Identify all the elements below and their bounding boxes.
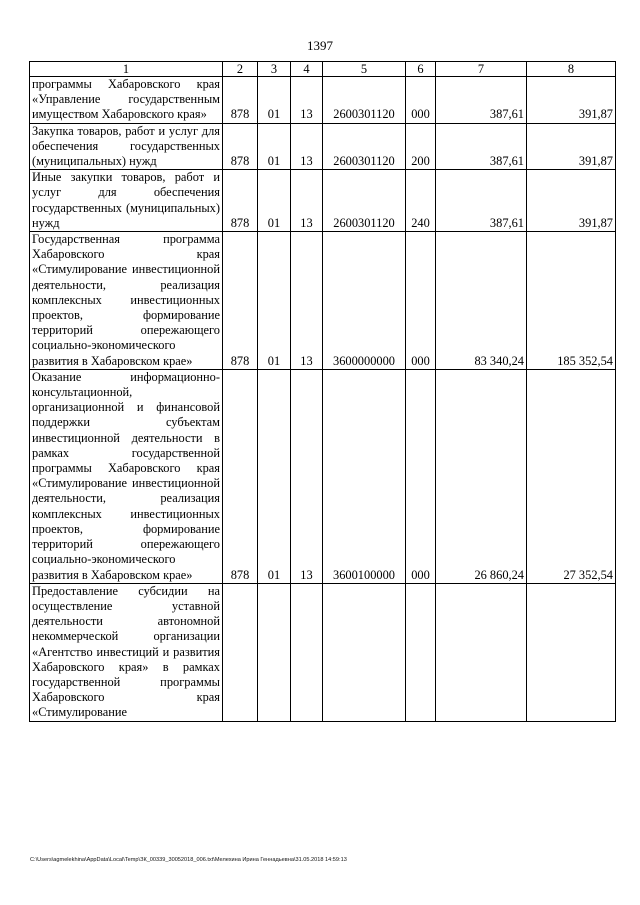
amount-year1-cell: 83 340,24 [436,232,527,370]
target-article-cell: 2600301120 [323,77,406,124]
section-code-cell: 01 [258,77,291,124]
row-name-cell: Государственная программа Хабаровского края «Стимулирование инвестиционной деятельности, реализация комплексных инвестиционных проектов, формирование территорий опережающего социально-экономического развития в Хабаровском крае» [30,232,223,370]
ministry-code-cell: 878 [223,170,258,232]
amount-year1-cell: 387,61 [436,123,527,170]
amount-year2-cell: 391,87 [527,123,616,170]
amount-year1-cell: 387,61 [436,77,527,124]
row-name-cell: программы Хабаровского края «Управление государственным имуществом Хабаровского края» [30,77,223,124]
target-article-cell [323,583,406,721]
table-row [30,123,616,170]
header-col-4: 4 [291,62,323,77]
target-article-cell: 3600000000 [323,232,406,370]
expense-type-cell: 200 [406,123,436,170]
amount-year2-cell: 185 352,54 [527,232,616,370]
header-col-5: 5 [323,62,406,77]
expense-type-cell: 240 [406,170,436,232]
header-col-6: 6 [406,62,436,77]
table-row [30,77,616,124]
ministry-code-cell: 878 [223,123,258,170]
header-col-1: 1 [30,62,223,77]
ministry-code-cell: 878 [223,232,258,370]
expense-type-cell: 000 [406,232,436,370]
table-row [30,170,616,232]
table-row [30,583,616,721]
row-name-cell: Иные закупки товаров, работ и услуг для обеспечения государственных (муниципальных) нужд [30,170,223,232]
target-article-cell: 2600301120 [323,170,406,232]
ministry-code-cell: 878 [223,369,258,583]
row-name-cell: Закупка товаров, работ и услуг для обеспечения государственных (муниципальных) нужд [30,123,223,170]
subsection-code-cell: 13 [291,123,323,170]
amount-year1-cell [436,583,527,721]
amount-year2-cell: 391,87 [527,170,616,232]
header-col-7: 7 [436,62,527,77]
header-col-3: 3 [258,62,291,77]
row-name-cell: Оказание информационно-консультационной, организационной и финансовой поддержки субъектам инвестиционной деятельности в рамках государственной программы Хабаровского края «Стимулирование инвестиционной деятельности, реализация комплексных инвестиционных проектов, формирование территорий опережающего социально-экономического развития в Хабаровском крае» [30,369,223,583]
section-code-cell: 01 [258,369,291,583]
amount-year1-cell: 26 860,24 [436,369,527,583]
table-row [30,369,616,583]
section-code-cell: 01 [258,123,291,170]
amount-year1-cell: 387,61 [436,170,527,232]
row-name-cell: Предоставление субсидии на осуществление уставной деятельности автономной некоммерческой организации «Агентство инвестиций и развития Хабаровского края» в рамках государственной программы Хабаровского края «Стимулирование [30,583,223,721]
subsection-code-cell: 13 [291,232,323,370]
table-header-row [30,62,616,77]
page-number: 1397 [307,38,333,53]
amount-year2-cell [527,583,616,721]
expense-type-cell [406,583,436,721]
ministry-code-cell: 878 [223,77,258,124]
section-code-cell [258,583,291,721]
expense-type-cell: 000 [406,77,436,124]
subsection-code-cell: 13 [291,170,323,232]
file-path-footer: C:\Users\agmelekhina\AppData\Local\Temp\ЗК_00339_30052018_006.txt\Мелехина Ирина Геннадьевна\31.05.2018 14:59:13 [30,857,347,863]
header-col-2: 2 [223,62,258,77]
table-row [30,232,616,370]
header-col-8: 8 [527,62,616,77]
target-article-cell: 2600301120 [323,123,406,170]
amount-year2-cell: 391,87 [527,77,616,124]
expense-type-cell: 000 [406,369,436,583]
subsection-code-cell: 13 [291,369,323,583]
budget-table [29,61,616,722]
section-code-cell: 01 [258,232,291,370]
amount-year2-cell: 27 352,54 [527,369,616,583]
subsection-code-cell [291,583,323,721]
section-code-cell: 01 [258,170,291,232]
target-article-cell: 3600100000 [323,369,406,583]
ministry-code-cell [223,583,258,721]
subsection-code-cell: 13 [291,77,323,124]
